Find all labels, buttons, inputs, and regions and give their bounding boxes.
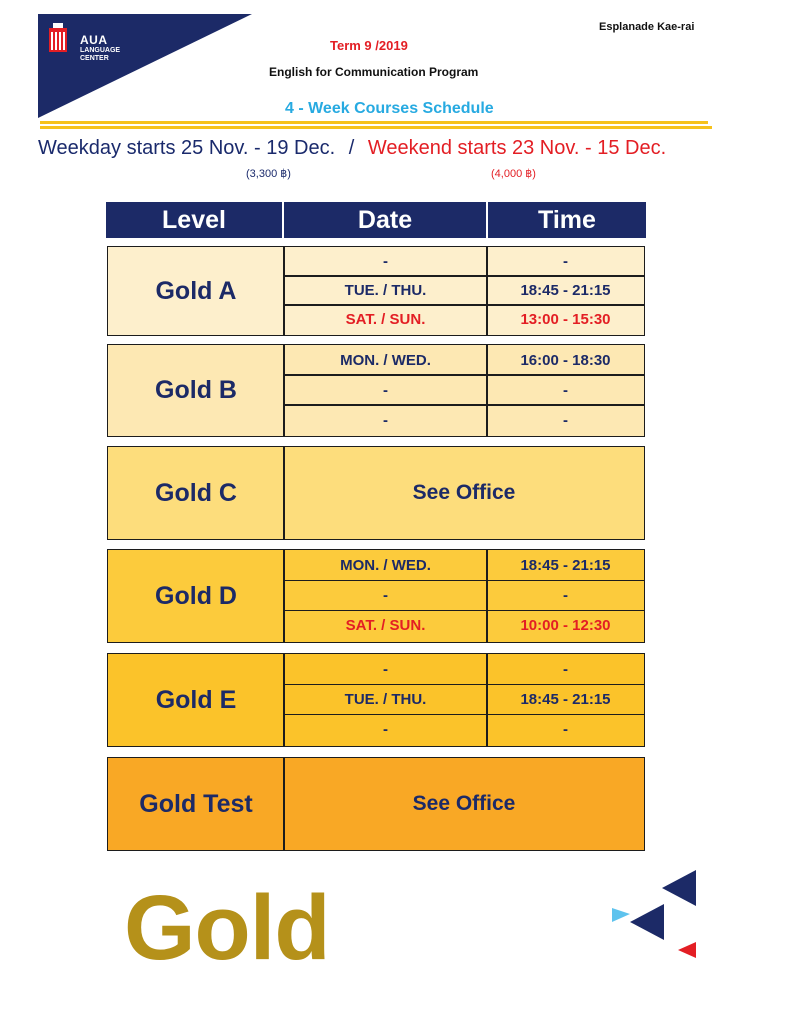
- table-row: [284, 611, 644, 641]
- column-header-time: Time: [538, 206, 596, 234]
- term-label: Term 9 /2019: [330, 38, 408, 53]
- row-divider: [284, 374, 644, 376]
- weekday-dates: Weekday starts 25 Nov. - 19 Dec.: [38, 137, 336, 159]
- table-header: [106, 202, 646, 238]
- row-divider: [284, 684, 644, 686]
- class-days: -: [383, 586, 388, 604]
- class-days: -: [383, 411, 388, 429]
- class-days: TUE. / THU.: [344, 690, 427, 708]
- table-row: [284, 405, 644, 435]
- branch-location: Esplanade Kae-rai: [599, 21, 695, 33]
- row-divider: [284, 275, 644, 277]
- level-name: Gold B: [155, 376, 237, 404]
- row-divider: [284, 304, 644, 306]
- class-time: 13:00 - 15:30: [520, 311, 611, 328]
- divider-rule: [40, 121, 708, 124]
- class-time: -: [563, 586, 568, 604]
- level-block: [107, 344, 645, 437]
- class-time: 18:45 - 21:15: [520, 690, 611, 708]
- level-block: [107, 653, 645, 747]
- table-row: [284, 276, 644, 305]
- logo-subtitle-2: CENTER: [80, 55, 109, 62]
- class-time: -: [563, 411, 568, 429]
- schedule-title: 4 - Week Courses Schedule: [285, 100, 494, 117]
- table-row: [284, 654, 644, 684]
- class-time: 10:00 - 12:30: [520, 617, 611, 635]
- class-time: 16:00 - 18:30: [520, 351, 611, 369]
- level-block: [107, 246, 645, 336]
- level-block: [107, 549, 645, 643]
- level-name: Gold A: [155, 276, 237, 305]
- class-time: 18:45 - 21:15: [520, 282, 611, 299]
- level-name: Gold D: [155, 581, 237, 610]
- table-row: [284, 345, 644, 375]
- class-time: 18:45 - 21:15: [520, 556, 611, 574]
- level-group-title: Gold: [124, 877, 330, 979]
- class-days: -: [383, 721, 388, 739]
- weekend-dates: Weekend starts 23 Nov. - 15 Dec.: [367, 137, 667, 159]
- level-block: [107, 446, 645, 540]
- table-row: [284, 684, 644, 714]
- course-dates: [38, 137, 666, 160]
- see-office-note: See Office: [412, 792, 516, 815]
- table-row: [284, 550, 644, 580]
- logo-subtitle-1: LANGUAGE: [80, 47, 121, 54]
- level-name: Gold C: [155, 478, 237, 507]
- level-name: Gold E: [155, 685, 237, 714]
- table-row: [284, 247, 644, 276]
- row-divider: [284, 610, 644, 612]
- class-days: TUE. / THU.: [344, 282, 427, 299]
- logo-title: AUA: [80, 33, 108, 47]
- row-divider: [284, 580, 644, 582]
- class-time: -: [563, 660, 568, 678]
- triangle-decoration-icon: [600, 866, 710, 966]
- column-header-level: Level: [162, 206, 226, 234]
- row-divider: [284, 404, 644, 406]
- weekday-price: (3,300 ฿): [246, 168, 291, 180]
- class-days: SAT. / SUN.: [345, 617, 426, 635]
- class-days: -: [383, 660, 388, 678]
- level-block: [107, 757, 645, 851]
- class-days: SAT. / SUN.: [345, 311, 426, 328]
- class-time: -: [563, 721, 568, 739]
- program-name: English for Communication Program: [269, 65, 479, 79]
- see-office-note: See Office: [412, 481, 516, 504]
- dates-separator: /: [348, 137, 355, 159]
- class-time: -: [563, 253, 568, 270]
- table-row: [284, 375, 644, 405]
- class-days: -: [383, 381, 388, 399]
- class-time: -: [563, 381, 568, 399]
- divider-rule: [40, 126, 712, 129]
- table-row: [284, 580, 644, 610]
- column-header-date: Date: [357, 206, 413, 234]
- logo: [80, 34, 120, 62]
- class-days: MON. / WED.: [340, 556, 431, 574]
- weekend-price: (4,000 ฿): [491, 168, 536, 180]
- level-name: Gold Test: [139, 789, 253, 818]
- header-banner: [38, 14, 252, 118]
- class-days: -: [383, 253, 388, 270]
- class-days: MON. / WED.: [340, 351, 431, 369]
- row-divider: [284, 714, 644, 716]
- table-row: [284, 305, 644, 334]
- table-row: [284, 715, 644, 745]
